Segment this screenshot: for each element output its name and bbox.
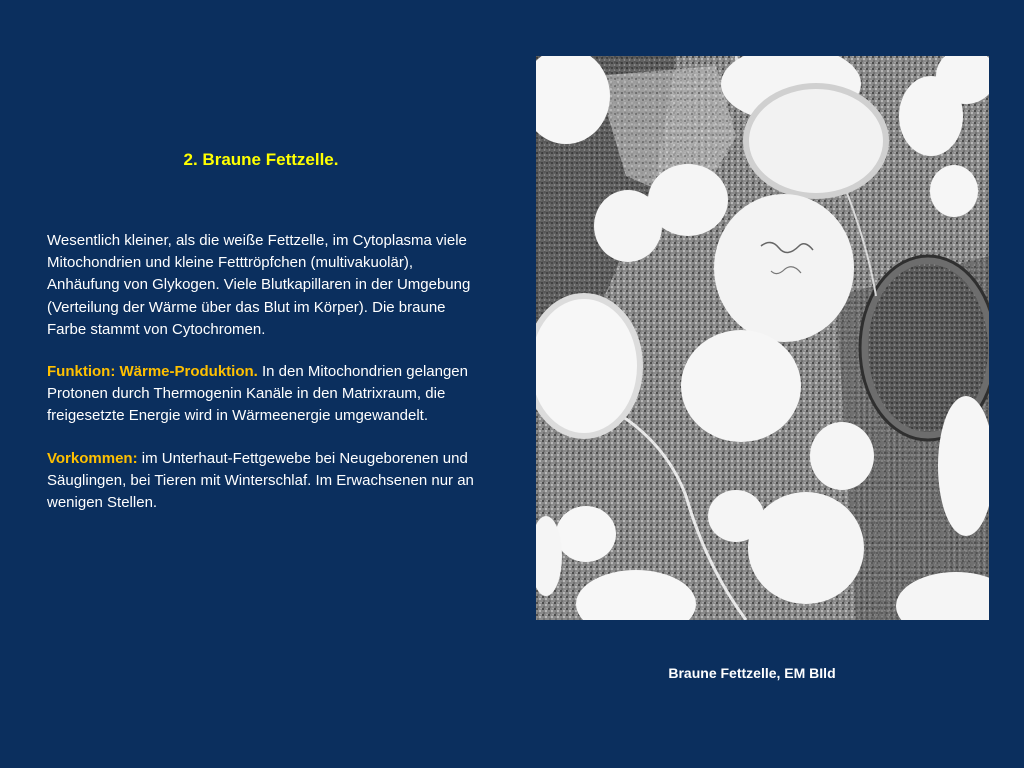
vorkommen-label: Vorkommen: — [47, 449, 138, 467]
electron-micrograph-image — [536, 56, 989, 620]
paragraph-description: Wesentlich kleiner, als die weiße Fettzelle, im Cytoplasma viele Mitochondrien und kleine Fetttröpfchen (multivakuolär), Anhäufung von Glykogen. Viele Blutkapillaren in der Umgebung (Verteilung der Wärme über das Blut im Körper). Die braune Farbe stammt von Cytochromen. — [47, 232, 471, 338]
paragraph-funktion — [47, 361, 487, 428]
funktion-label: Funktion: Wärme-Produktion. — [47, 363, 258, 381]
body-text — [47, 230, 487, 534]
slide-title: 2. Braune Fettzelle. — [183, 150, 339, 169]
paragraph-vorkommen — [47, 448, 487, 515]
vorkommen-text: im Unterhaut-Fettgewebe bei Neugeborenen und Säuglingen, bei Tieren mit Winterschlaf. Im Erwachsenen nur an wenigen Stellen. — [47, 449, 474, 512]
image-caption: Braune Fettzelle, EM BIld — [668, 665, 836, 681]
funktion-text: In den Mitochondrien gelangen Protonen durch Thermogenin Kanäle in den Matrixraum, die freigesetzte Energie wird in Wärmeenergie umgewandelt. — [47, 363, 468, 425]
micrograph-drawing — [536, 56, 989, 620]
